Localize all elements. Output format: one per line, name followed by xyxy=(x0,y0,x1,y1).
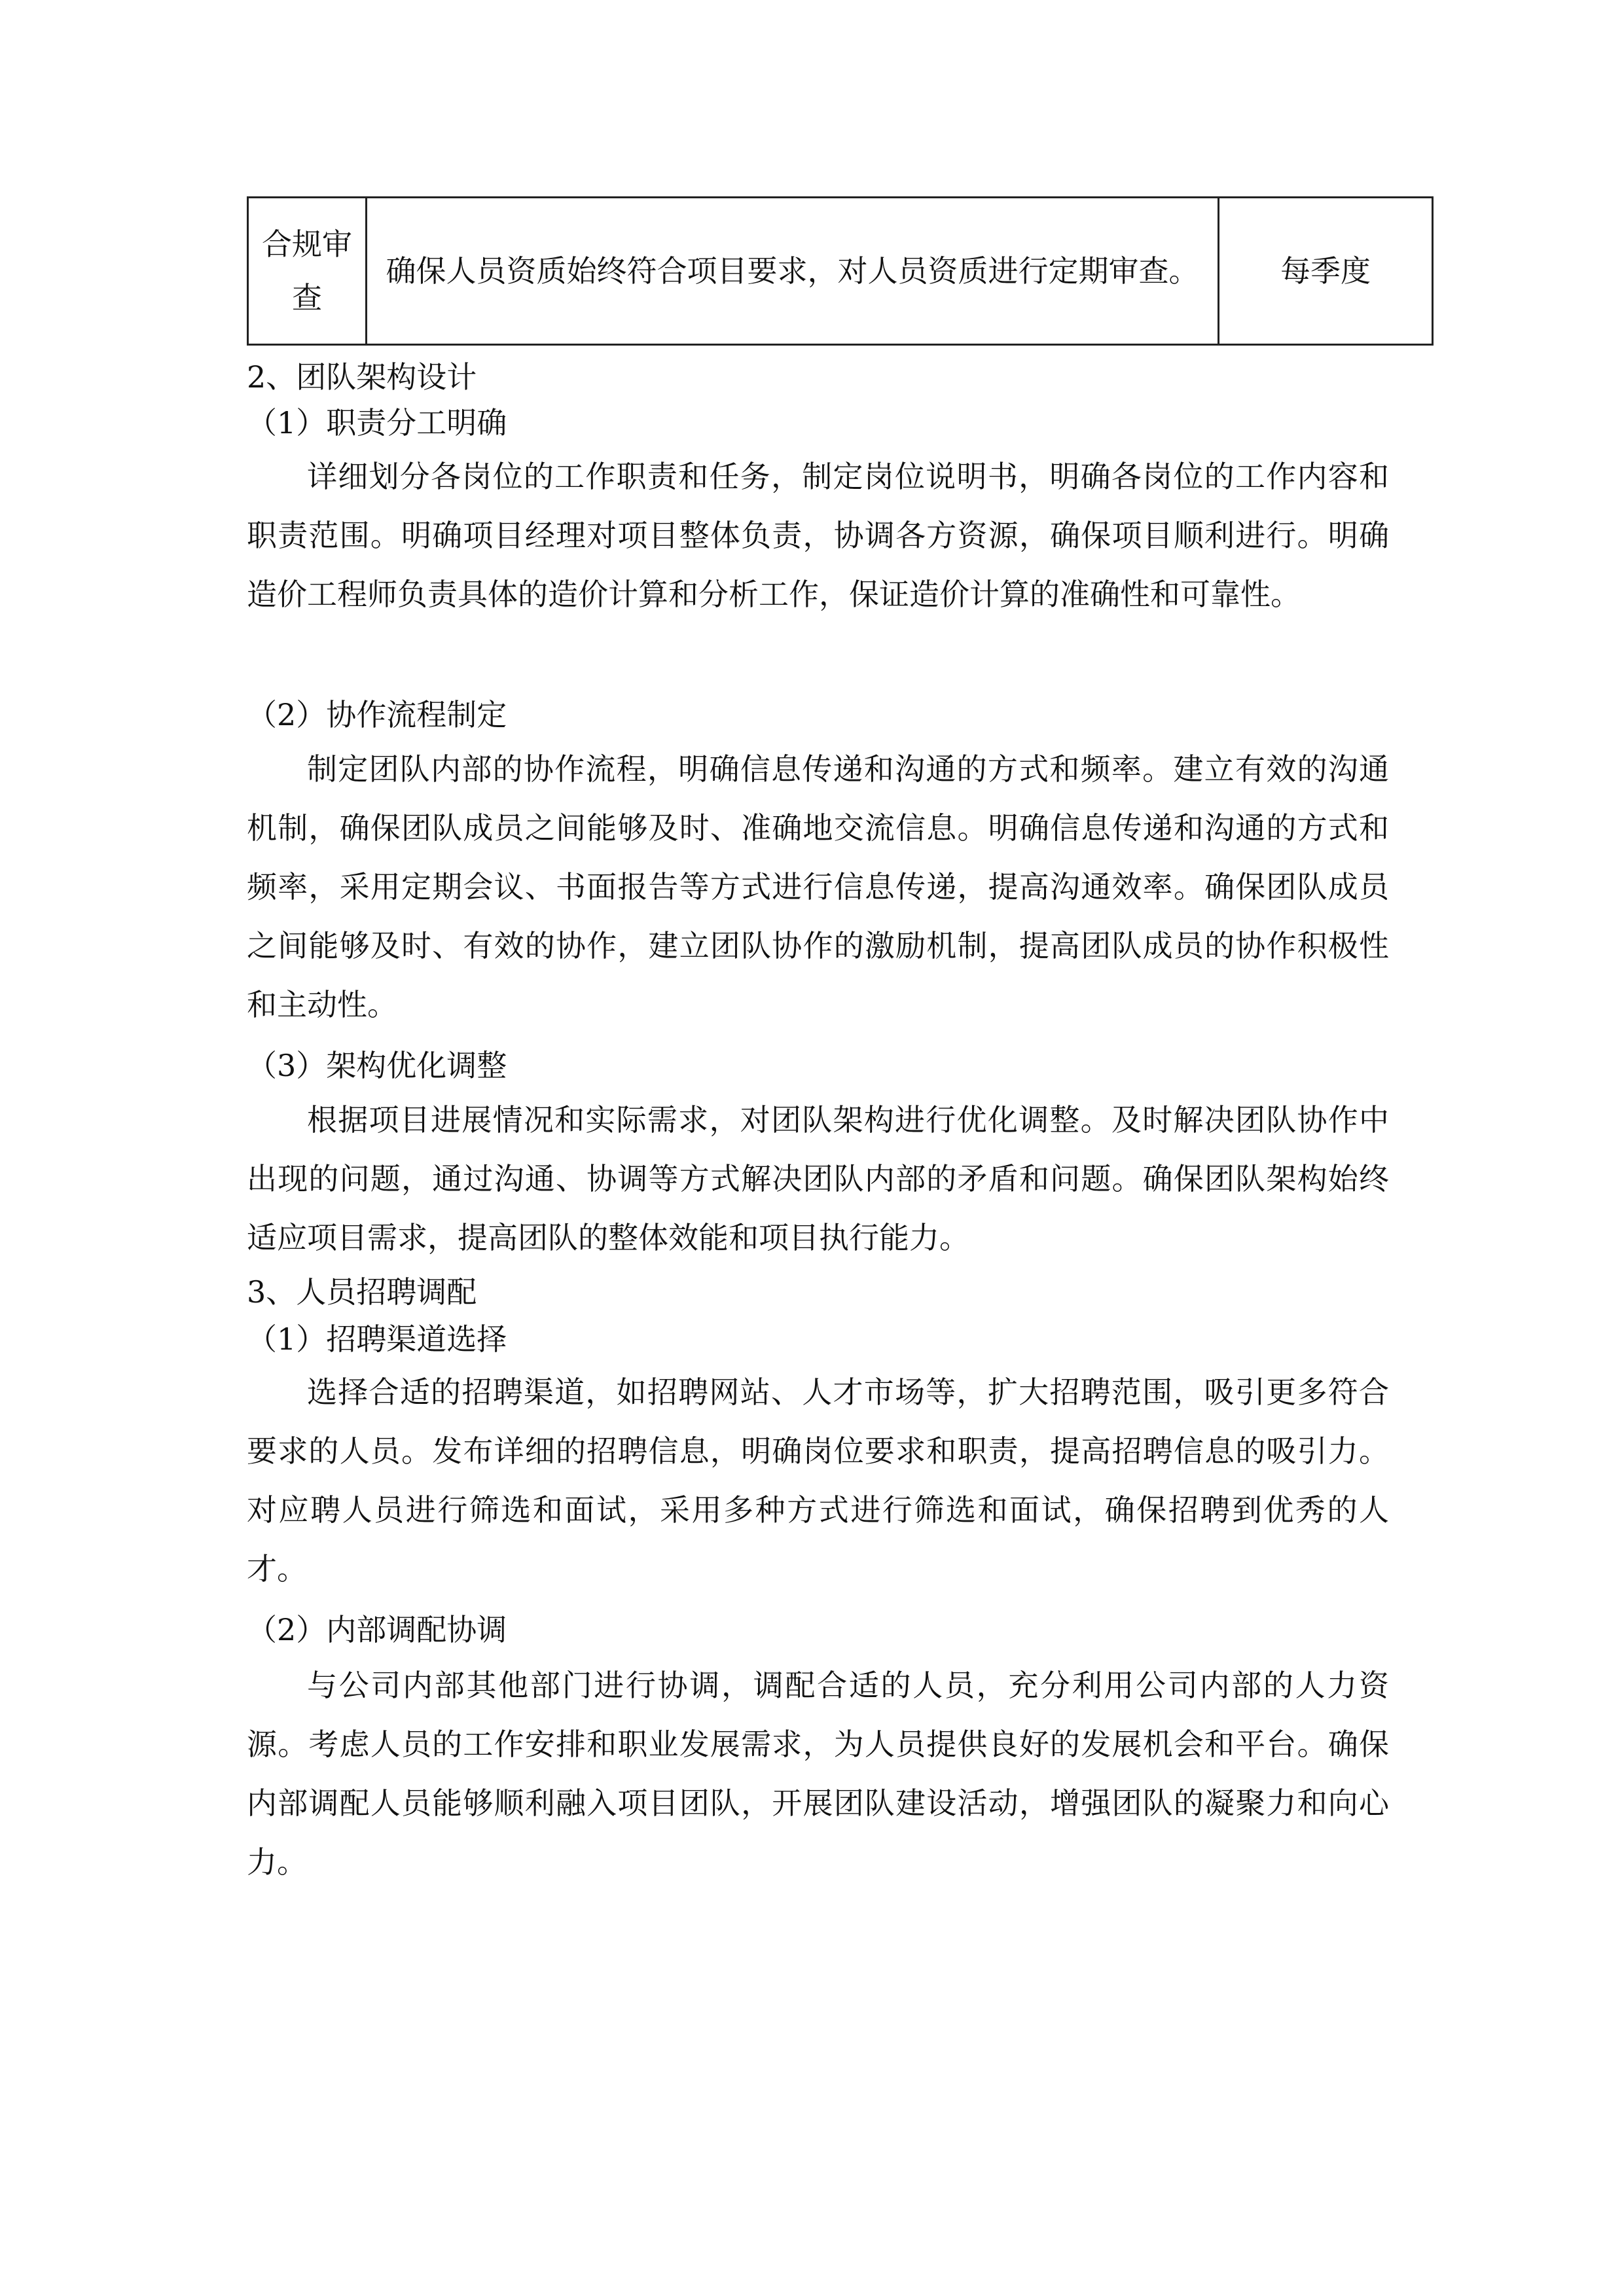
section-heading-team-structure: 2、团队架构设计 xyxy=(247,359,477,395)
table-cell-content: 确保人员资质始终符合项目要求，对人员资质进行定期审查。 xyxy=(367,198,1219,345)
table-row xyxy=(248,198,1433,345)
compliance-table xyxy=(247,196,1434,346)
subheading-collaboration: （2）协作流程制定 xyxy=(247,697,507,732)
table-cell-frequency: 每季度 xyxy=(1219,198,1433,345)
paragraph-recruitment-channels: 选择合适的招聘渠道，如招聘网站、人才市场等，扩大招聘范围，吸引更多符合要求的人员。发布详细的招聘信息，明确岗位要求和职责，提高招聘信息的吸引力。对应聘人员进行筛选和面试，采用多种方式进行筛选和面试，确保招聘到优秀的人才。 xyxy=(247,1374,1389,1587)
subheading-optimization: （3）架构优化调整 xyxy=(247,1048,507,1083)
paragraph-optimization: 根据项目进展情况和实际需求，对团队架构进行优化调整。及时解决团队协作中出现的问题，通过沟通、协调等方式解决团队内部的矛盾和问题。确保团队架构始终适应项目需求，提高团队的整体效能和项目执行能力。 xyxy=(247,1102,1389,1255)
paragraph-collaboration: 制定团队内部的协作流程，明确信息传递和沟通的方式和频率。建立有效的沟通机制，确保团队成员之间能够及时、准确地交流信息。明确信息传递和沟通的方式和频率，采用定期会议、书面报告等方式进行信息传递，提高沟通效率。确保团队成员之间能够及时、有效的协作，建立团队协作的激励机制，提高团队成员的协作积极性和主动性。 xyxy=(247,751,1389,1022)
subheading-recruitment-channels: （1）招聘渠道选择 xyxy=(247,1321,507,1357)
document-page xyxy=(247,196,1389,1880)
subheading-responsibilities: （1）职责分工明确 xyxy=(247,405,507,440)
paragraph-responsibilities: 详细划分各岗位的工作职责和任务，制定岗位说明书，明确各岗位的工作内容和职责范围。明确项目经理对项目整体负责，协调各方资源，确保项目顺利进行。明确造价工程师负责具体的造价计算和分析工作，保证造价计算的准确性和可靠性。 xyxy=(247,459,1389,612)
table-cell-item: 合规审查 xyxy=(248,198,367,345)
subheading-internal-allocation: （2）内部调配协调 xyxy=(247,1612,507,1647)
paragraph-internal-allocation: 与公司内部其他部门进行协调，调配合适的人员，充分利用公司内部的人力资源。考虑人员的工作安排和职业发展需求，为人员提供良好的发展机会和平台。确保内部调配人员能够顺利融入项目团队，开展团队建设活动，增强团队的凝聚力和向心力。 xyxy=(247,1668,1389,1880)
section-heading-recruitment: 3、人员招聘调配 xyxy=(247,1274,477,1310)
